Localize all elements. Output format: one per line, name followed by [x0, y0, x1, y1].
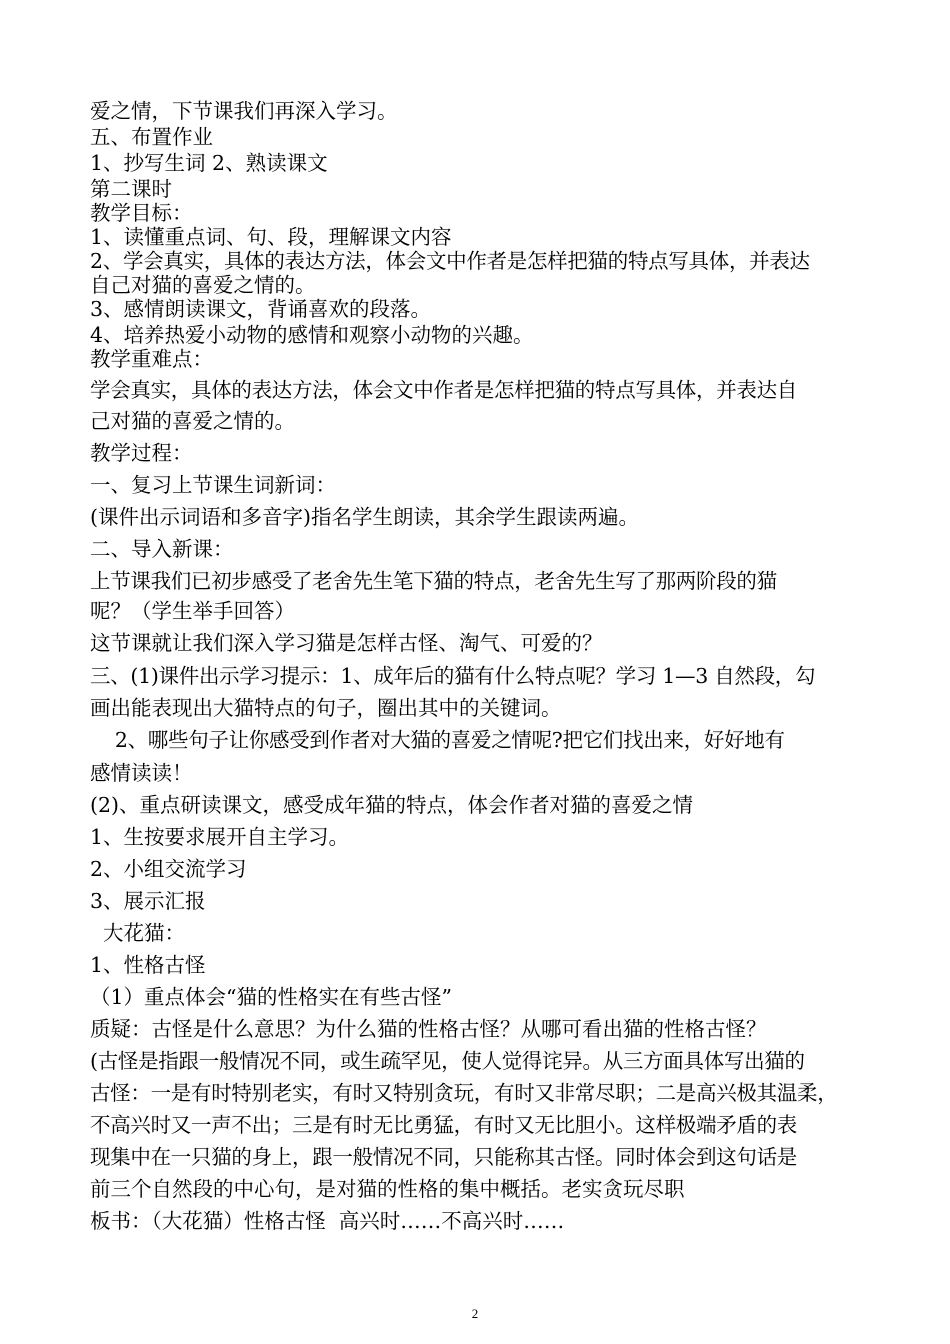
- text-line: 己对猫的喜爱之情的。: [90, 409, 295, 433]
- text-line: 现集中在一只猫的身上，跟一般情况不同，只能称其古怪。同时体会到这句话是: [90, 1145, 797, 1169]
- text-line: 呢？（学生举手回答）: [90, 599, 295, 623]
- section-heading: 第二课时: [90, 177, 172, 201]
- section-heading: 教学过程：: [90, 441, 193, 465]
- section-heading: 一、复习上节课生词新词：: [90, 473, 336, 497]
- text-line: 2、小组交流学习: [90, 857, 247, 881]
- text-line: （1）重点体会“猫的性格实在有些古怪”: [90, 985, 453, 1009]
- text-line: 3、感情朗读课文，背诵喜欢的段落。: [90, 297, 432, 321]
- text-line: 3、展示汇报: [90, 889, 206, 913]
- text-line: 1、抄写生词 2、熟读课文: [90, 151, 328, 175]
- section-heading: 五、布置作业: [90, 125, 213, 149]
- section-heading: 二、导入新课：: [90, 537, 234, 561]
- text-line: 自己对猫的喜爱之情的。: [90, 273, 316, 297]
- text-line: 学会真实，具体的表达方法，体会文中作者是怎样把猫的特点写具体，并表达自: [90, 378, 797, 402]
- text-line: 上节课我们已初步感受了老舍先生笔下猫的特点，老舍先生写了那两阶段的猫: [90, 569, 777, 593]
- text-line: (课件出示词语和多音字)指名学生朗读，其余学生跟读两遍。: [90, 505, 639, 529]
- text-line: (古怪是指跟一般情况不同，或生疏罕见，使人觉得诧异。从三方面具体写出猫的: [90, 1049, 805, 1073]
- text-line: 前三个自然段的中心句，是对猫的性格的集中概括。老实贪玩尽职: [90, 1177, 685, 1201]
- section-heading: 教学重难点：: [90, 347, 213, 371]
- text-line: 不高兴时又一声不出；三是有时无比勇猛，有时又无比胆小。这样极端矛盾的表: [90, 1113, 797, 1137]
- text-line: 这节课就让我们深入学习猫是怎样古怪、淘气、可爱的？: [90, 631, 603, 655]
- text-line: 1、生按要求展开自主学习。: [90, 825, 350, 849]
- text-line: (2)、重点研读课文，感受成年猫的特点，体会作者对猫的喜爱之情: [90, 793, 694, 817]
- text-line: 感情读读！: [90, 761, 193, 785]
- text-line: 4、培养热爱小动物的感情和观察小动物的兴趣。: [90, 323, 534, 347]
- text-line: 1、读懂重点词、句、段，理解课文内容: [90, 225, 452, 249]
- section-heading: 教学目标：: [90, 201, 193, 225]
- text-line: 质疑：古怪是什么意思？为什么猫的性格古怪？从哪可看出猫的性格古怪？: [90, 1017, 767, 1041]
- text-line: 1、性格古怪: [90, 953, 206, 977]
- text-line: 大花猫：: [90, 921, 186, 945]
- text-line: 2、哪些句子让你感受到作者对大猫的喜爱之情呢?把它们找出来，好好地有: [90, 728, 785, 752]
- text-line: 画出能表现出大猫特点的句子，圈出其中的关键词。: [90, 696, 562, 720]
- text-line: 古怪：一是有时特别老实，有时又特别贪玩，有时又非常尽职；二是高兴极其温柔，: [90, 1081, 838, 1105]
- text-line: 三、(1)课件出示学习提示：1、成年后的猫有什么特点呢？学习 1—3 自然段，勾: [90, 664, 816, 688]
- text-line: 2、学会真实，具体的表达方法，体会文中作者是怎样把猫的特点写具体，并表达: [90, 249, 810, 273]
- text-line: 爱之情，下节课我们再深入学习。: [90, 99, 398, 123]
- text-line: 板书：（大花猫）性格古怪 高兴时……不高兴时……: [90, 1209, 565, 1233]
- page-number: 2: [471, 1306, 479, 1321]
